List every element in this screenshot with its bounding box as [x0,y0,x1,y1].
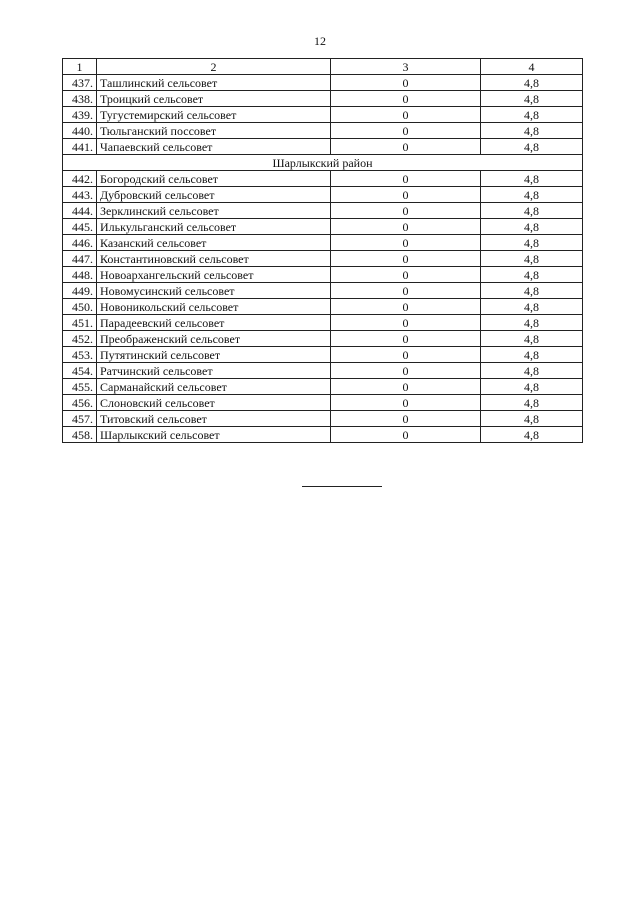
row-number: 456. [63,395,97,411]
row-name: Богородский сельсовет [97,171,331,187]
row-col4: 4,8 [481,299,583,315]
row-col3: 0 [331,91,481,107]
footer-rule [302,486,382,487]
row-number: 442. [63,171,97,187]
row-col4: 4,8 [481,379,583,395]
row-col4: 4,8 [481,395,583,411]
row-col4: 4,8 [481,171,583,187]
row-col4: 4,8 [481,219,583,235]
header-row [63,59,583,75]
row-number: 452. [63,331,97,347]
row-col4: 4,8 [481,235,583,251]
row-number: 447. [63,251,97,267]
row-col4: 4,8 [481,75,583,91]
district-name: Шарлыкский район [63,155,583,171]
row-col4: 4,8 [481,315,583,331]
table-row [63,171,583,187]
table-row [63,331,583,347]
row-name: Илькульганский сельсовет [97,219,331,235]
column-header-2: 2 [97,59,331,75]
row-number: 438. [63,91,97,107]
row-number: 440. [63,123,97,139]
row-col3: 0 [331,411,481,427]
row-number: 454. [63,363,97,379]
row-name: Константиновский сельсовет [97,251,331,267]
row-number: 449. [63,283,97,299]
page-number: 12 [314,34,326,48]
row-col4: 4,8 [481,283,583,299]
row-col3: 0 [331,219,481,235]
table-row [63,411,583,427]
row-col3: 0 [331,395,481,411]
row-col4: 4,8 [481,363,583,379]
row-col4: 4,8 [481,347,583,363]
row-number: 444. [63,203,97,219]
row-number: 453. [63,347,97,363]
row-col4: 4,8 [481,411,583,427]
table-row [63,299,583,315]
table-row [63,283,583,299]
row-number: 446. [63,235,97,251]
row-col4: 4,8 [481,91,583,107]
row-name: Слоновский сельсовет [97,395,331,411]
row-name: Сарманайский сельсовет [97,379,331,395]
table-row [63,139,583,155]
table-row [63,347,583,363]
row-col4: 4,8 [481,427,583,443]
row-name: Новомусинский сельсовет [97,283,331,299]
row-col4: 4,8 [481,203,583,219]
row-number: 451. [63,315,97,331]
row-col3: 0 [331,331,481,347]
table-row [63,107,583,123]
row-number: 439. [63,107,97,123]
row-name: Казанский сельсовет [97,235,331,251]
row-col4: 4,8 [481,187,583,203]
row-col4: 4,8 [481,267,583,283]
row-name: Шарлыкский сельсовет [97,427,331,443]
table-row [63,251,583,267]
row-col4: 4,8 [481,107,583,123]
row-name: Чапаевский сельсовет [97,139,331,155]
table-body [63,75,583,443]
row-col3: 0 [331,187,481,203]
row-col3: 0 [331,203,481,219]
row-number: 437. [63,75,97,91]
table-row [63,75,583,91]
row-name: Ратчинский сельсовет [97,363,331,379]
table-row [63,235,583,251]
row-col3: 0 [331,251,481,267]
row-number: 441. [63,139,97,155]
row-name: Новоникольский сельсовет [97,299,331,315]
row-col3: 0 [331,107,481,123]
row-number: 450. [63,299,97,315]
row-col3: 0 [331,299,481,315]
row-name: Троицкий сельсовет [97,91,331,107]
row-col3: 0 [331,363,481,379]
table-row [63,363,583,379]
table-row [63,203,583,219]
row-name: Зерклинский сельсовет [97,203,331,219]
column-header-3: 3 [331,59,481,75]
district-row [63,155,583,171]
row-name: Новоархангельский сельсовет [97,267,331,283]
column-header-4: 4 [481,59,583,75]
row-number: 458. [63,427,97,443]
table-row [63,427,583,443]
row-col4: 4,8 [481,331,583,347]
row-number: 455. [63,379,97,395]
row-number: 445. [63,219,97,235]
row-col3: 0 [331,379,481,395]
row-col3: 0 [331,347,481,363]
table-row [63,267,583,283]
table-row [63,315,583,331]
row-col3: 0 [331,427,481,443]
row-col3: 0 [331,75,481,91]
table-row [63,91,583,107]
row-name: Путятинский сельсовет [97,347,331,363]
table-row [63,379,583,395]
table-row [63,187,583,203]
column-header-1: 1 [63,59,97,75]
row-col3: 0 [331,171,481,187]
row-col3: 0 [331,123,481,139]
row-col4: 4,8 [481,123,583,139]
row-name: Преображенский сельсовет [97,331,331,347]
row-number: 443. [63,187,97,203]
row-col3: 0 [331,139,481,155]
data-table [62,58,583,443]
table-row [63,123,583,139]
row-name: Титовский сельсовет [97,411,331,427]
row-name: Парадеевский сельсовет [97,315,331,331]
table-row [63,395,583,411]
row-col4: 4,8 [481,139,583,155]
row-col4: 4,8 [481,251,583,267]
row-col3: 0 [331,315,481,331]
row-name: Тугустемирский сельсовет [97,107,331,123]
row-col3: 0 [331,235,481,251]
row-col3: 0 [331,267,481,283]
table-row [63,219,583,235]
row-name: Тюльганский поссовет [97,123,331,139]
row-col3: 0 [331,283,481,299]
row-name: Ташлинский сельсовет [97,75,331,91]
row-name: Дубровский сельсовет [97,187,331,203]
row-number: 457. [63,411,97,427]
row-number: 448. [63,267,97,283]
